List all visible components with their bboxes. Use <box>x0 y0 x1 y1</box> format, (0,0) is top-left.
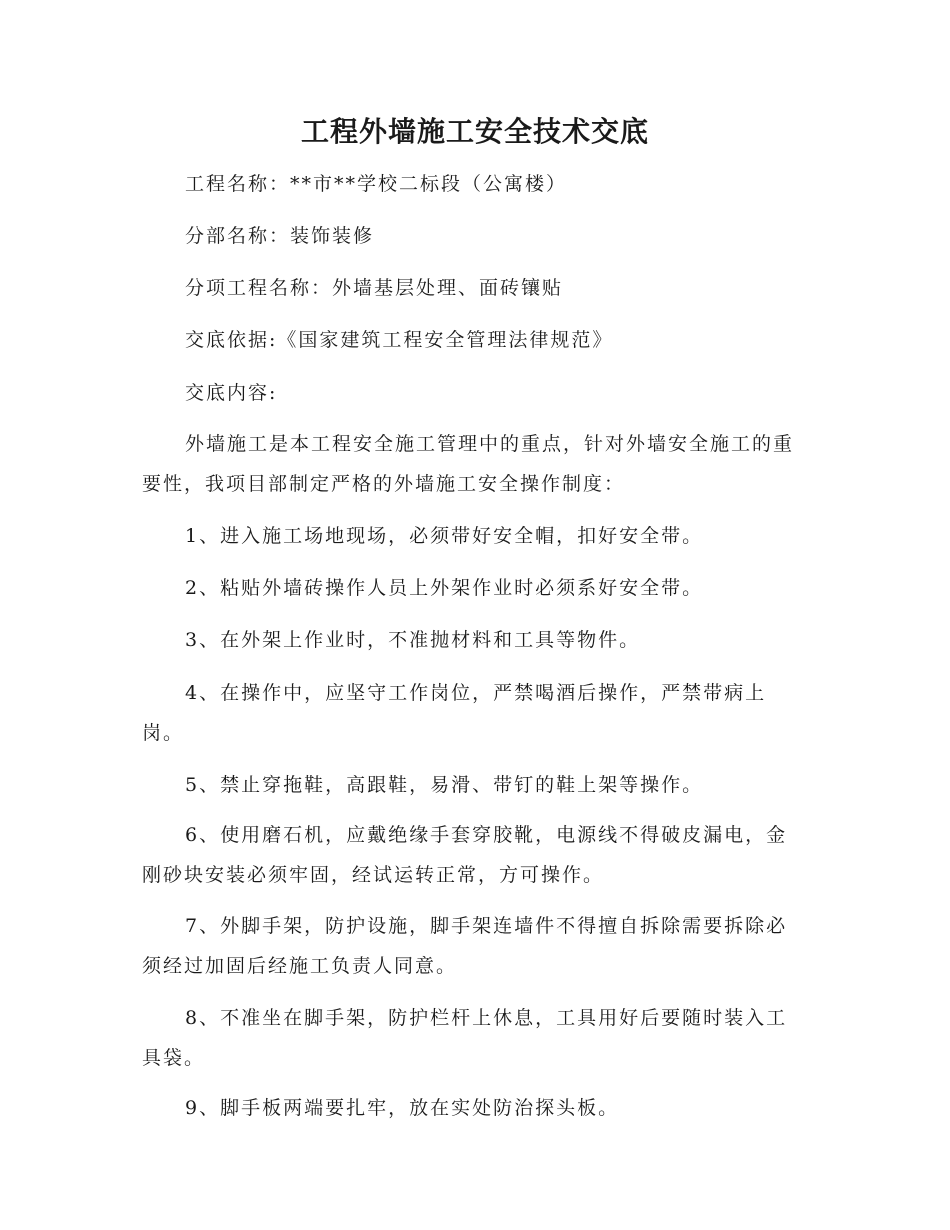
list-item: 2、粘贴外墙砖操作人员上外架作业时必须系好安全带。 <box>185 577 704 599</box>
list-item: 9、脚手板两端要扎牢，放在实处防治探头板。 <box>185 1097 620 1119</box>
list-item: 8、不准坐在脚手架，防护栏杆上休息，工具用好后要随时装入工具袋。 <box>142 1007 788 1069</box>
division-name-line: 分部名称：装饰装修 <box>185 225 375 247</box>
list-item: 7、外脚手架，防护设施，脚手架连墙件不得擅自拆除需要拆除必须经过加固后经施工负责人同意。 <box>142 915 788 977</box>
list-item: 4、在操作中，应坚守工作岗位，严禁喝酒后操作，严禁带病上岗。 <box>142 682 767 744</box>
list-item: 5、禁止穿拖鞋，高跟鞋，易滑、带钉的鞋上架等操作。 <box>185 774 704 796</box>
list-item: 6、使用磨石机，应戴绝缘手套穿胶靴，电源线不得破皮漏电，金刚砂块安装必须牢固，经试运转正常，方可操作。 <box>142 824 788 886</box>
project-name-line: 工程名称：**市**学校二标段（公寓楼） <box>185 173 568 195</box>
list-item: 1、进入施工场地现场，必须带好安全帽，扣好安全带。 <box>185 525 704 547</box>
content-label: 交底内容: <box>185 382 278 404</box>
document-title: 工程外墙施工安全技术交底 <box>300 115 649 148</box>
list-item: 3、在外架上作业时，不准抛材料和工具等物件。 <box>185 629 641 651</box>
subitem-name-line: 分项工程名称：外墙基层处理、面砖镶贴 <box>185 277 564 299</box>
basis-line: 交底依据:《国家建筑工程安全管理法律规范》 <box>185 329 614 351</box>
intro-paragraph: 外墙施工是本工程安全施工管理中的重点，针对外墙安全施工的重要性，我项目部制定严格的外墙施工安全操作制度： <box>142 433 795 495</box>
